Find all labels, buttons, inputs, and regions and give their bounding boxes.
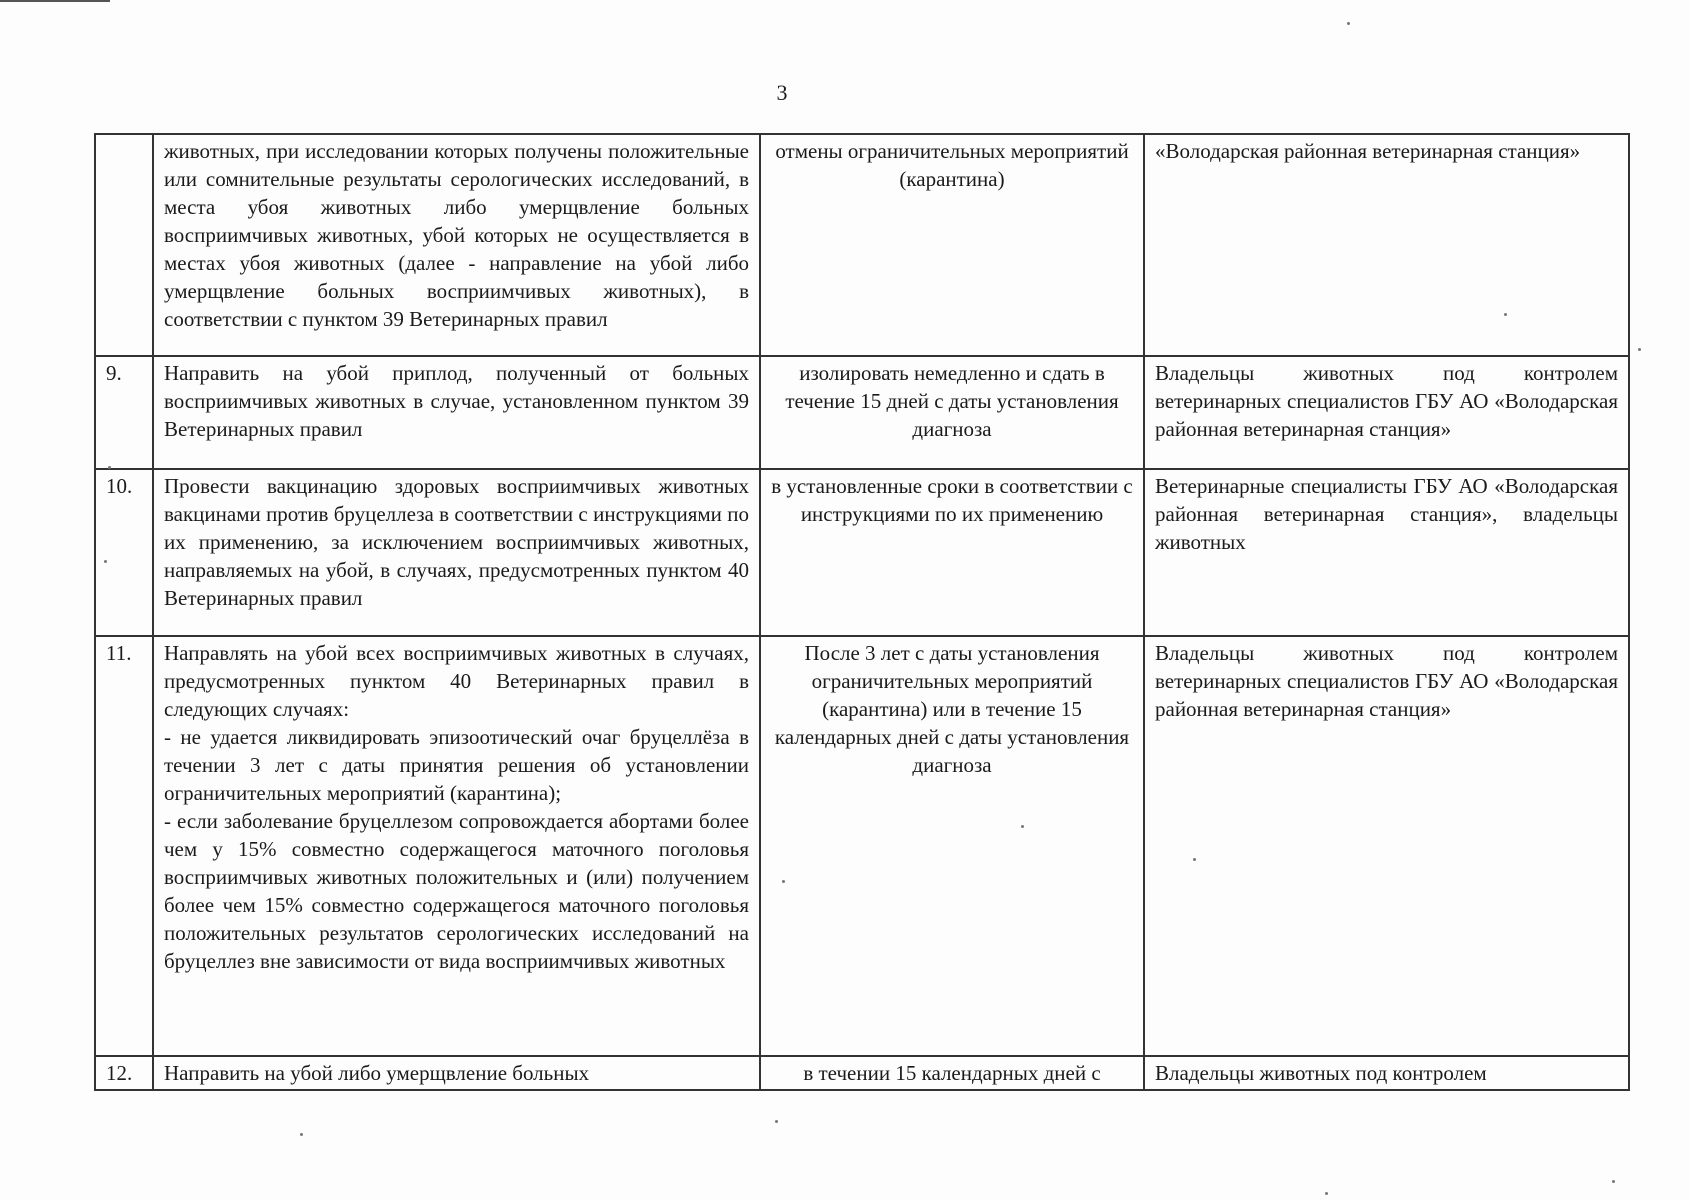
responsible-cell: Ветеринарные специалисты ГБУ АО «Володарская районная ветеринарная станция», владельцы животных (1144, 469, 1629, 636)
scan-speck (1347, 22, 1350, 25)
row-number (95, 134, 153, 356)
scan-speck (775, 1120, 778, 1123)
scan-speck (1638, 348, 1641, 351)
table-row (95, 1056, 1629, 1090)
action-cell: Направить на убой приплод, полученный от больных восприимчивых животных в случае, установленном пунктом 39 Ветеринарных правил (153, 356, 760, 469)
term-cell: После 3 лет с даты установления ограничительных мероприятий (карантина) или в течение 15 календарных дней с даты установления диагноза (760, 636, 1144, 1056)
scan-speck (108, 466, 111, 469)
responsible-cell: Владельцы животных под контролем (1144, 1056, 1629, 1090)
scan-speck (1504, 313, 1507, 316)
action-cell: Направить на убой либо умерщвление больных (153, 1056, 760, 1090)
responsible-cell: Владельцы животных под контролем ветеринарных специалистов ГБУ АО «Володарская районная ветеринарная станция» (1144, 356, 1629, 469)
page-number: 3 (776, 80, 788, 105)
scan-speck (300, 1133, 303, 1136)
action-condition-1: - не удается ликвидировать эпизоотический очаг бруцеллёза в течении 3 лет с даты принятия решения об установлении ограничительных мероприятий (карантина); (164, 725, 749, 805)
scan-speck (104, 560, 107, 563)
scan-edge-mark (0, 0, 110, 2)
responsible-cell: «Володарская районная ветеринарная станция» (1144, 134, 1629, 356)
table-row (95, 636, 1629, 1056)
responsible-cell: Владельцы животных под контролем ветеринарных специалистов ГБУ АО «Володарская районная ветеринарная станция» (1144, 636, 1629, 1056)
table-row (95, 356, 1629, 469)
action-condition-2: - если заболевание бруцеллезом сопровождается абортами более чем у 15% совместно содержащегося маточного поголовья восприимчивых животных положительных и (или) получением более чем 15% совместно содержащегося маточного поголовья положительных результатов серологических исследований на бруцеллез вне зависимости от вида восприимчивых животных (164, 809, 749, 973)
term-cell: отмены ограничительных мероприятий (карантина) (760, 134, 1144, 356)
measures-table (94, 133, 1630, 1091)
term-cell: изолировать немедленно и сдать в течение 15 дней с даты установления диагноза (760, 356, 1144, 469)
scan-speck (1325, 1192, 1328, 1195)
row-number: 12. (95, 1056, 153, 1090)
scan-speck (1193, 858, 1196, 861)
row-number: 10. (95, 469, 153, 636)
action-intro: Направлять на убой всех восприимчивых животных в случаях, предусмотренных пунктом 40 Ветеринарных правил в следующих случаях: (164, 641, 749, 721)
action-cell: Провести вакцинацию здоровых восприимчивых животных вакцинами против бруцеллеза в соответствии с инструкциями по их применению, за исключением восприимчивых животных, направляемых на убой, в случаях, предусмотренных пунктом 40 Ветеринарных правил (153, 469, 760, 636)
term-cell: в установленные сроки в соответствии с инструкциями по их применению (760, 469, 1144, 636)
action-cell: животных, при исследовании которых получены положительные или сомнительные результаты серологических исследований, в места убоя животных либо умерщвление больных восприимчивых животных, убой которых не осуществляется в местах убоя животных (далее - направление на убой либо умерщвление больных восприимчивых животных), в соответствии с пунктом 39 Ветеринарных правил (153, 134, 760, 356)
row-number: 11. (95, 636, 153, 1056)
scan-speck (1021, 825, 1024, 828)
action-cell (153, 636, 760, 1056)
table-row (95, 469, 1629, 636)
term-cell: в течении 15 календарных дней с (760, 1056, 1144, 1090)
table-row (95, 134, 1629, 356)
row-number: 9. (95, 356, 153, 469)
scan-speck (782, 880, 785, 883)
scan-speck (1612, 1180, 1615, 1183)
